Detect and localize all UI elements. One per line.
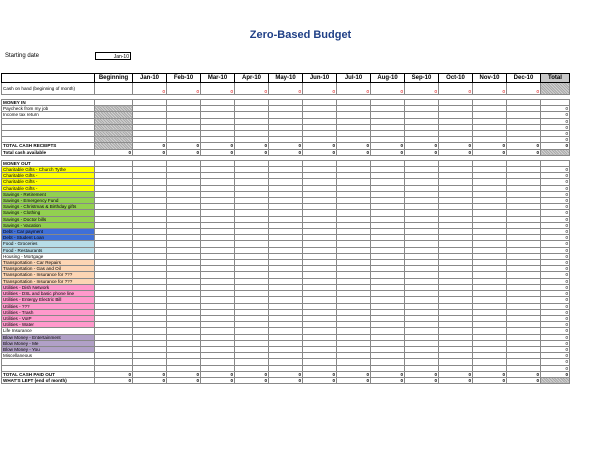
column-header: Apr-10 [235, 74, 269, 83]
expense-label[interactable]: Debt - Student Loan [2, 235, 95, 241]
total-cell: 0 [541, 328, 570, 334]
column-header: Aug-10 [371, 74, 405, 83]
header-row [2, 74, 570, 83]
expense-label[interactable]: Transportation - Insurance for ??? [2, 272, 95, 278]
total-cell: 0 [541, 167, 570, 173]
total-cell: 0 [541, 235, 570, 241]
expense-label[interactable]: Savings - Doctor bills [2, 216, 95, 222]
left-cell: 0 [473, 377, 507, 383]
expense-label[interactable]: Utilities - DSL and basic phone line [2, 291, 95, 297]
cash-on-hand-row [2, 83, 570, 95]
available-cell: 0 [303, 149, 337, 155]
expense-label[interactable]: Blow Money - You [2, 346, 95, 352]
expense-label[interactable]: Utilities - Trash [2, 309, 95, 315]
total-cell: 0 [541, 309, 570, 315]
left-cell: 0 [337, 377, 371, 383]
total-cell: 0 [541, 191, 570, 197]
total-cell: 0 [541, 118, 570, 124]
left-cell: 0 [507, 377, 541, 383]
column-header: Nov-10 [473, 74, 507, 83]
expense-label[interactable]: Housing - Mortgage [2, 253, 95, 259]
total-receipts-cell: 0 [201, 143, 235, 149]
total-cell: 0 [541, 284, 570, 290]
paid-out-cell: 0 [303, 371, 337, 377]
cash-cell[interactable]: 0 [337, 83, 371, 95]
whats-left-row [2, 377, 570, 383]
expense-label[interactable]: Life Insurance [2, 328, 95, 334]
total-cell: 0 [541, 297, 570, 303]
column-header: Jun-10 [303, 74, 337, 83]
paid-out-cell: 0 [405, 371, 439, 377]
expense-label[interactable]: Blow Money - Entertainment [2, 334, 95, 340]
expense-label[interactable]: Utilities - Entergy Electric Bill [2, 297, 95, 303]
available-cell: 0 [95, 149, 133, 155]
expense-label[interactable]: Transportation - Car Repairs [2, 260, 95, 266]
expense-label[interactable]: Savings - Christmas & Birthday gifts [2, 204, 95, 210]
left-cell: 0 [371, 377, 405, 383]
available-cell: 0 [269, 149, 303, 155]
paid-out-cell: 0 [439, 371, 473, 377]
total-cell: 0 [541, 291, 570, 297]
paid-out-cell: 0 [133, 371, 167, 377]
column-header: Dec-10 [507, 74, 541, 83]
expense-label[interactable]: Food - Groceries [2, 241, 95, 247]
left-cell: 0 [167, 377, 201, 383]
available-cell: 0 [473, 149, 507, 155]
cash-cell[interactable]: 0 [473, 83, 507, 95]
available-cell: 0 [133, 149, 167, 155]
cash-cell[interactable]: 0 [201, 83, 235, 95]
total-cell: 0 [541, 210, 570, 216]
cash-cell[interactable]: 0 [371, 83, 405, 95]
total-receipts-cell: 0 [269, 143, 303, 149]
total-receipts-cell: 0 [337, 143, 371, 149]
left-cell: 0 [201, 377, 235, 383]
total-receipts-cell: 0 [133, 143, 167, 149]
total-cell: 0 [541, 272, 570, 278]
expense-label[interactable]: Charitable Gifts - Church Tythe [2, 167, 95, 173]
available-cell: 0 [235, 149, 269, 155]
total-receipts-cell: 0 [167, 143, 201, 149]
cash-cell[interactable]: 0 [269, 83, 303, 95]
expense-label[interactable]: Savings - Clothing [2, 210, 95, 216]
expense-label[interactable]: Charitable Gifts - [2, 179, 95, 185]
expense-label[interactable]: Savings - Emergency Fund [2, 198, 95, 204]
cash-cell[interactable]: 0 [405, 83, 439, 95]
starting-date-label: Starting date [5, 53, 40, 59]
total-cell: 0 [541, 112, 570, 118]
total-cell: 0 [541, 315, 570, 321]
total-cell: 0 [541, 278, 570, 284]
column-header: Total [541, 74, 570, 83]
available-cell: 0 [439, 149, 473, 155]
expense-label[interactable]: Blow Money - Me [2, 340, 95, 346]
total-receipts-cell: 0 [473, 143, 507, 149]
total-cell: 0 [541, 106, 570, 112]
available-cell: 0 [201, 149, 235, 155]
total-receipts-cell: 0 [405, 143, 439, 149]
paid-out-cell: 0 [201, 371, 235, 377]
available-cell: 0 [371, 149, 405, 155]
paid-out-cell: 0 [95, 371, 133, 377]
total-cell: 0 [541, 222, 570, 228]
total-cell: 0 [541, 229, 570, 235]
whats-left-label: WHAT'S LEFT (end of month) [2, 377, 95, 383]
cash-on-hand-label: Cash on hand (beginning of month) [2, 83, 95, 95]
paid-out-cell: 0 [167, 371, 201, 377]
total-cell: 0 [541, 253, 570, 259]
starting-date-field[interactable]: Jan-10 [95, 52, 131, 60]
left-cell: 0 [303, 377, 337, 383]
total-receipts-cell: 0 [371, 143, 405, 149]
expense-label[interactable]: Savings - Vacation [2, 222, 95, 228]
total-cash-receipts-label: TOTAL CASH RECEIPTS [2, 143, 95, 149]
left-cell: 0 [439, 377, 473, 383]
total-cell: 0 [541, 185, 570, 191]
budget-table [1, 73, 570, 384]
expense-label[interactable]: Charitable Gifts - [2, 173, 95, 179]
cash-cell[interactable] [95, 83, 133, 95]
paid-out-cell: 0 [235, 371, 269, 377]
column-header: Sep-10 [405, 74, 439, 83]
total-cell: 0 [541, 247, 570, 253]
total-cell: 0 [541, 124, 570, 130]
cash-cell[interactable]: 0 [167, 83, 201, 95]
total-cell [541, 377, 570, 383]
expense-label[interactable]: Utilities - Water [2, 322, 95, 328]
column-header: Beginning [95, 74, 133, 83]
total-cash-paid-out-label: TOTAL CASH PAID OUT [2, 371, 95, 377]
paid-out-cell: 0 [473, 371, 507, 377]
total-cell: 0 [541, 266, 570, 272]
available-cell: 0 [337, 149, 371, 155]
total-cell: 0 [541, 204, 570, 210]
cash-cell[interactable]: 0 [235, 83, 269, 95]
page-title: Zero-Based Budget [249, 29, 352, 41]
column-header: Oct-10 [439, 74, 473, 83]
left-cell: 0 [95, 377, 133, 383]
total-cell: 0 [541, 179, 570, 185]
expense-label[interactable]: Debt - Car payment [2, 229, 95, 235]
total-cell: 0 [541, 260, 570, 266]
total-cell: 0 [541, 303, 570, 309]
cash-cell[interactable]: 0 [439, 83, 473, 95]
column-header: Jan-10 [133, 74, 167, 83]
total-cell: 0 [541, 334, 570, 340]
expense-label[interactable]: Utilities - VoIP [2, 315, 95, 321]
money-in-header: MONEY IN [2, 100, 95, 106]
expense-label[interactable]: Transportation - Gas and Oil [2, 266, 95, 272]
total-receipts-cell: 0 [439, 143, 473, 149]
total-cell: 0 [541, 241, 570, 247]
expense-label[interactable]: Utilities - Dish Network [2, 284, 95, 290]
total-cell: 0 [541, 353, 570, 359]
column-header: May-10 [269, 74, 303, 83]
header-blank [2, 74, 95, 83]
total-receipts-cell: 0 [507, 143, 541, 149]
income-label[interactable]: Income tax return [2, 112, 95, 118]
expense-label[interactable]: Charitable Gifts - [2, 185, 95, 191]
paid-out-cell: 0 [337, 371, 371, 377]
total-cell: 0 [541, 371, 570, 377]
expense-label[interactable]: Transportation - Insurance for ??? [2, 278, 95, 284]
cash-cell[interactable]: 0 [303, 83, 337, 95]
paid-out-cell: 0 [507, 371, 541, 377]
available-cell: 0 [405, 149, 439, 155]
column-header: Mar-10 [201, 74, 235, 83]
income-label[interactable]: Paycheck from my job [2, 106, 95, 112]
column-header: Jul-10 [337, 74, 371, 83]
total-cell: 0 [541, 365, 570, 371]
total-receipts-cell: 0 [235, 143, 269, 149]
money-out-header: MONEY OUT [2, 160, 95, 166]
paid-out-cell: 0 [269, 371, 303, 377]
expense-label[interactable]: Food - Restaurants [2, 247, 95, 253]
left-cell: 0 [405, 377, 439, 383]
cash-cell[interactable]: 0 [133, 83, 167, 95]
total-cell: 0 [541, 216, 570, 222]
total-cell: 0 [541, 131, 570, 137]
total-cash-available-label: Total cash available [2, 149, 95, 155]
left-cell: 0 [133, 377, 167, 383]
available-cell: 0 [167, 149, 201, 155]
total-cell [541, 83, 570, 95]
total-cell: 0 [541, 346, 570, 352]
total-receipts-cell: 0 [303, 143, 337, 149]
total-cell: 0 [541, 137, 570, 143]
total-cell: 0 [541, 322, 570, 328]
total-cell: 0 [541, 198, 570, 204]
left-cell: 0 [269, 377, 303, 383]
column-header: Feb-10 [167, 74, 201, 83]
total-cell: 0 [541, 143, 570, 149]
cash-cell[interactable]: 0 [507, 83, 541, 95]
available-cell: 0 [507, 149, 541, 155]
paid-out-cell: 0 [371, 371, 405, 377]
expense-label[interactable]: Savings - Retirement [2, 191, 95, 197]
expense-label[interactable]: Miscellaneous [2, 353, 95, 359]
total-cell: 0 [541, 359, 570, 365]
expense-label[interactable]: Utilities - ??? [2, 303, 95, 309]
total-cell: 0 [541, 173, 570, 179]
total-cell: 0 [541, 340, 570, 346]
left-cell: 0 [235, 377, 269, 383]
